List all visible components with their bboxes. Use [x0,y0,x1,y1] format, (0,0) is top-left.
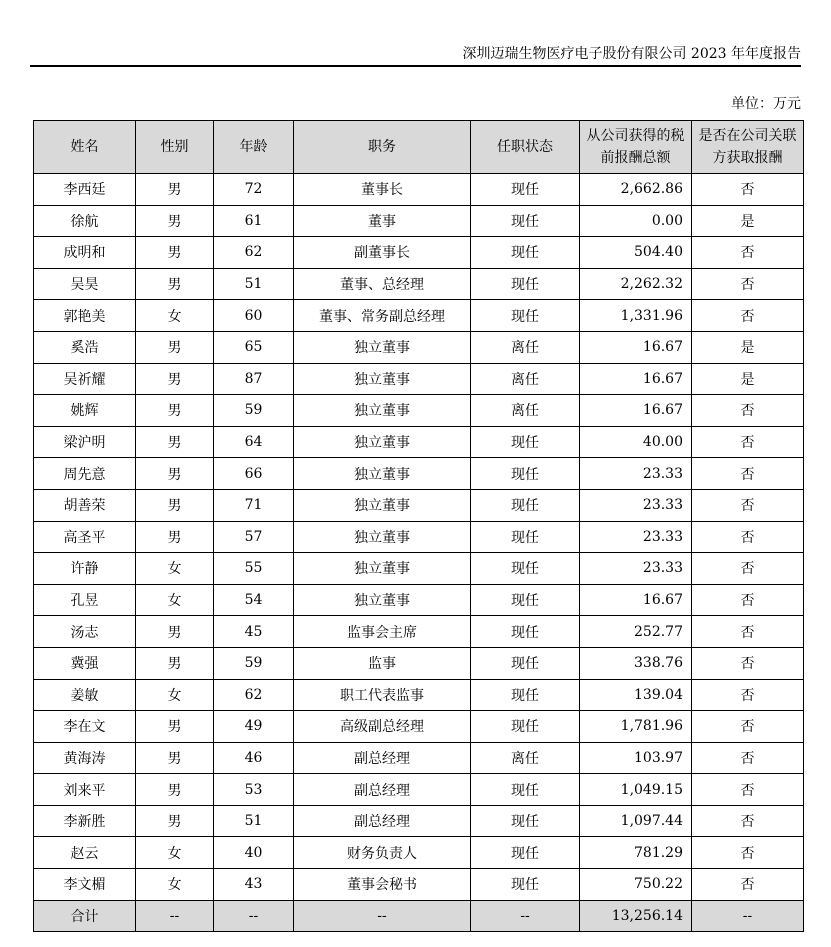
cell-related-party: 否 [692,458,804,490]
cell-gender: 男 [136,647,214,679]
cell-position: 监事 [294,647,471,679]
cell-related-party: 否 [692,616,804,648]
table-row [34,837,804,869]
unit-label: 单位：万元 [731,96,801,112]
table-row [34,426,804,458]
table-row [34,237,804,269]
cell-gender: 男 [136,774,214,806]
cell-status: 现任 [471,837,580,869]
cell-status: 现任 [471,426,580,458]
cell-gender: 男 [136,426,214,458]
cell-gender: 男 [136,458,214,490]
cell-status: 现任 [471,300,580,332]
cell-status: 现任 [471,805,580,837]
cell-age: 66 [214,458,294,490]
table-row [34,521,804,553]
cell-position: 独立董事 [294,426,471,458]
table-row [34,711,804,743]
cell-status: 现任 [471,616,580,648]
table-header-row [34,121,804,174]
table-row [34,205,804,237]
table-row [34,363,804,395]
cell-gender: 男 [136,174,214,206]
table-row [34,869,804,901]
cell-pay: 16.67 [580,395,692,427]
cell-name: 姚辉 [34,395,136,427]
cell-pay: 103.97 [580,742,692,774]
cell-age: 46 [214,742,294,774]
column-header-gender: 性别 [136,121,214,174]
table-total-row [34,900,804,932]
cell-related-party: 是 [692,331,804,363]
cell-gender: 女 [136,300,214,332]
cell-name: 刘来平 [34,774,136,806]
header-divider [30,65,801,67]
total-cell-age: -- [214,900,294,932]
cell-position: 职工代表监事 [294,679,471,711]
cell-related-party: 否 [692,489,804,521]
table-row [34,679,804,711]
cell-pay: 0.00 [580,205,692,237]
cell-related-party: 否 [692,647,804,679]
cell-related-party: 否 [692,679,804,711]
cell-age: 49 [214,711,294,743]
cell-position: 董事 [294,205,471,237]
cell-related-party: 否 [692,395,804,427]
cell-related-party: 否 [692,774,804,806]
table-row [34,774,804,806]
cell-related-party: 否 [692,805,804,837]
cell-name: 姜敏 [34,679,136,711]
cell-status: 离任 [471,331,580,363]
cell-pay: 781.29 [580,837,692,869]
cell-name: 周先意 [34,458,136,490]
cell-gender: 女 [136,584,214,616]
cell-related-party: 是 [692,363,804,395]
cell-gender: 男 [136,489,214,521]
cell-related-party: 否 [692,174,804,206]
table-row [34,553,804,585]
cell-name: 吴祈耀 [34,363,136,395]
cell-name: 成明和 [34,237,136,269]
cell-name: 许静 [34,553,136,585]
column-header-age: 年龄 [214,121,294,174]
cell-age: 53 [214,774,294,806]
cell-age: 60 [214,300,294,332]
table-row [34,742,804,774]
cell-name: 梁沪明 [34,426,136,458]
cell-name: 孔昱 [34,584,136,616]
cell-related-party: 否 [692,711,804,743]
cell-name: 李在文 [34,711,136,743]
cell-name: 赵云 [34,837,136,869]
cell-position: 独立董事 [294,521,471,553]
cell-age: 59 [214,395,294,427]
cell-gender: 男 [136,331,214,363]
cell-related-party: 否 [692,869,804,901]
cell-related-party: 否 [692,268,804,300]
column-header-pay: 从公司获得的税前报酬总额 [580,121,692,174]
cell-gender: 男 [136,205,214,237]
total-cell-gender: -- [136,900,214,932]
cell-age: 51 [214,805,294,837]
cell-pay: 16.67 [580,363,692,395]
cell-position: 财务负责人 [294,837,471,869]
cell-related-party: 否 [692,837,804,869]
cell-status: 离任 [471,395,580,427]
cell-gender: 男 [136,395,214,427]
cell-position: 独立董事 [294,458,471,490]
cell-age: 59 [214,647,294,679]
table-row [34,174,804,206]
cell-status: 现任 [471,774,580,806]
cell-gender: 男 [136,237,214,269]
cell-status: 现任 [471,237,580,269]
cell-related-party: 否 [692,300,804,332]
cell-related-party: 否 [692,553,804,585]
cell-gender: 男 [136,616,214,648]
cell-related-party: 否 [692,742,804,774]
cell-name: 郭艳美 [34,300,136,332]
cell-status: 现任 [471,458,580,490]
cell-gender: 女 [136,837,214,869]
cell-related-party: 否 [692,426,804,458]
cell-status: 现任 [471,205,580,237]
table-body [34,174,804,932]
cell-name: 高圣平 [34,521,136,553]
cell-gender: 女 [136,869,214,901]
cell-pay: 2,262.32 [580,268,692,300]
cell-name: 李新胜 [34,805,136,837]
cell-pay: 2,662.86 [580,174,692,206]
table-row [34,489,804,521]
total-cell-related-party: -- [692,900,804,932]
cell-position: 董事长 [294,174,471,206]
cell-pay: 338.76 [580,647,692,679]
cell-position: 董事、总经理 [294,268,471,300]
cell-age: 61 [214,205,294,237]
cell-pay: 504.40 [580,237,692,269]
cell-age: 72 [214,174,294,206]
cell-position: 独立董事 [294,363,471,395]
cell-pay: 23.33 [580,458,692,490]
cell-age: 45 [214,616,294,648]
cell-pay: 1,331.96 [580,300,692,332]
cell-age: 71 [214,489,294,521]
total-cell-status: -- [471,900,580,932]
cell-position: 副总经理 [294,742,471,774]
cell-gender: 男 [136,711,214,743]
cell-gender: 女 [136,553,214,585]
cell-status: 现任 [471,584,580,616]
cell-status: 现任 [471,647,580,679]
cell-gender: 男 [136,805,214,837]
cell-related-party: 否 [692,521,804,553]
column-header-related-party: 是否在公司关联方获取报酬 [692,121,804,174]
cell-name: 汤志 [34,616,136,648]
cell-pay: 1,049.15 [580,774,692,806]
cell-age: 65 [214,331,294,363]
cell-position: 独立董事 [294,584,471,616]
cell-status: 离任 [471,742,580,774]
cell-position: 高级副总经理 [294,711,471,743]
table-row [34,584,804,616]
cell-gender: 男 [136,742,214,774]
column-header-position: 职务 [294,121,471,174]
cell-pay: 16.67 [580,584,692,616]
cell-status: 现任 [471,489,580,521]
cell-age: 40 [214,837,294,869]
cell-gender: 男 [136,521,214,553]
cell-position: 副董事长 [294,237,471,269]
total-cell-position: -- [294,900,471,932]
total-cell-pay: 13,256.14 [580,900,692,932]
column-header-name: 姓名 [34,121,136,174]
table-row [34,458,804,490]
cell-pay: 23.33 [580,553,692,585]
table-row [34,395,804,427]
cell-position: 独立董事 [294,395,471,427]
cell-gender: 男 [136,363,214,395]
table-row [34,616,804,648]
cell-status: 现任 [471,553,580,585]
cell-position: 独立董事 [294,553,471,585]
cell-age: 62 [214,679,294,711]
cell-name: 胡善荣 [34,489,136,521]
cell-age: 43 [214,869,294,901]
report-header: 深圳迈瑞生物医疗电子股份有限公司 2023 年年度报告 [462,46,801,62]
cell-age: 57 [214,521,294,553]
cell-name: 李西廷 [34,174,136,206]
cell-position: 独立董事 [294,331,471,363]
cell-age: 87 [214,363,294,395]
table-row [34,805,804,837]
cell-gender: 男 [136,268,214,300]
cell-name: 黄海涛 [34,742,136,774]
table-row [34,647,804,679]
cell-status: 现任 [471,869,580,901]
cell-pay: 139.04 [580,679,692,711]
cell-status: 现任 [471,521,580,553]
cell-name: 吴昊 [34,268,136,300]
cell-position: 副总经理 [294,774,471,806]
cell-name: 徐航 [34,205,136,237]
cell-gender: 女 [136,679,214,711]
cell-name: 奚浩 [34,331,136,363]
cell-status: 现任 [471,174,580,206]
cell-pay: 252.77 [580,616,692,648]
cell-status: 现任 [471,268,580,300]
table-row [34,268,804,300]
cell-age: 62 [214,237,294,269]
cell-age: 51 [214,268,294,300]
cell-related-party: 否 [692,584,804,616]
cell-status: 现任 [471,679,580,711]
cell-position: 独立董事 [294,489,471,521]
cell-pay: 750.22 [580,869,692,901]
cell-position: 监事会主席 [294,616,471,648]
total-cell-name: 合计 [34,900,136,932]
cell-age: 55 [214,553,294,585]
cell-status: 离任 [471,363,580,395]
compensation-table [33,120,804,932]
table-row [34,300,804,332]
cell-related-party: 是 [692,205,804,237]
table-row [34,331,804,363]
cell-pay: 16.67 [580,331,692,363]
column-header-status: 任职状态 [471,121,580,174]
cell-pay: 23.33 [580,521,692,553]
cell-age: 54 [214,584,294,616]
cell-age: 64 [214,426,294,458]
cell-pay: 40.00 [580,426,692,458]
cell-related-party: 否 [692,237,804,269]
cell-position: 董事会秘书 [294,869,471,901]
cell-position: 董事、常务副总经理 [294,300,471,332]
cell-name: 李文楣 [34,869,136,901]
cell-position: 副总经理 [294,805,471,837]
cell-pay: 23.33 [580,489,692,521]
cell-pay: 1,781.96 [580,711,692,743]
cell-status: 现任 [471,711,580,743]
cell-name: 冀强 [34,647,136,679]
cell-pay: 1,097.44 [580,805,692,837]
